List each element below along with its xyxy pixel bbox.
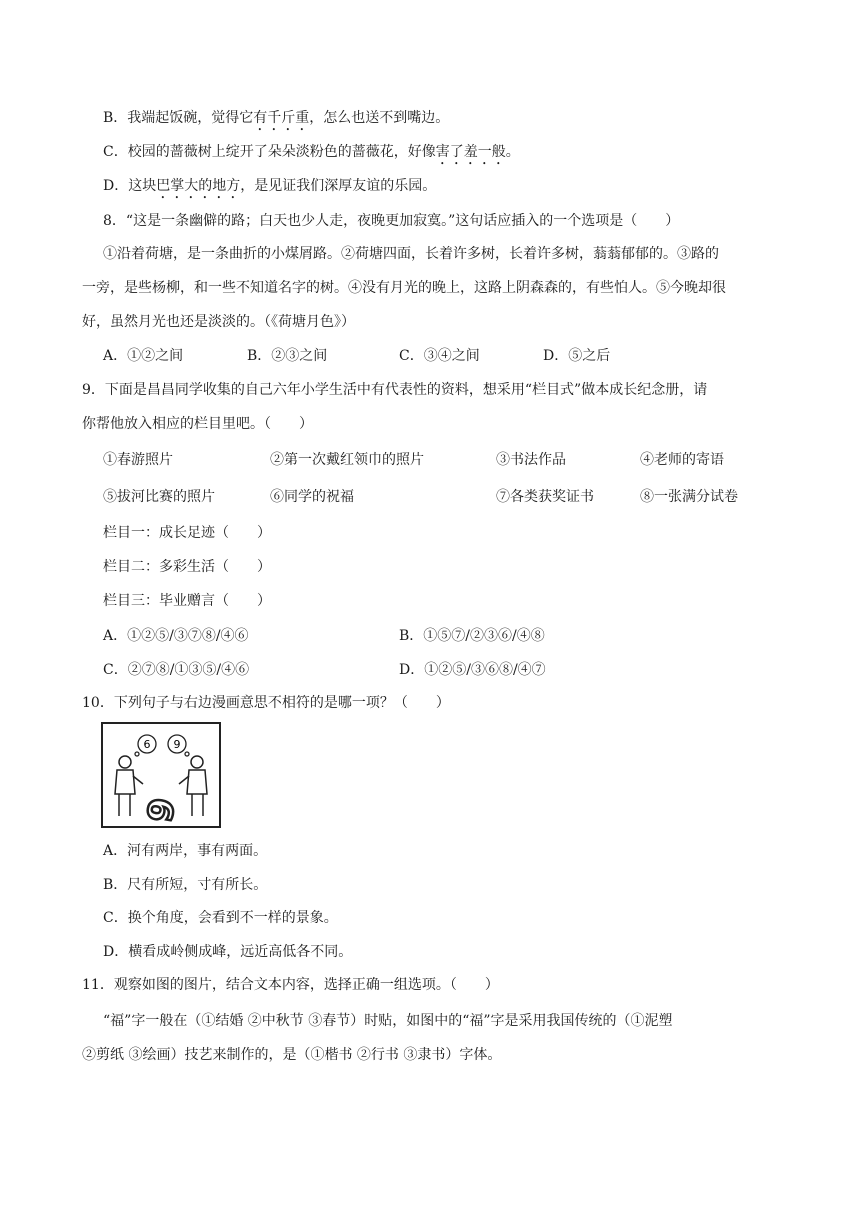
q7-c-tail: 。 [505, 144, 520, 160]
q8-option-b: B．②③之间 [247, 348, 328, 364]
q7-c-emphasis: 害了羞一般 [435, 144, 506, 160]
q9-item-3: ③书法作品 [496, 452, 566, 468]
cartoon-drawing [103, 724, 219, 826]
q10-option-b: B．尺有所短，寸有所长。 [103, 877, 268, 893]
left-person [115, 756, 143, 816]
q7-option-b [103, 108, 449, 134]
q8-passage-line-3: 好，虽然月光也还是淡淡的。（《荷塘月色》） [82, 314, 355, 330]
q7-c-text: C．校园的蔷薇树上绽开了朵朵淡粉色的蔷薇花，好像 [103, 144, 436, 160]
q8-stem: 8．“这是一条幽僻的路；白天也少人走，夜晚更加寂寞。”这句话应插入的一个选项是（ ） [103, 213, 680, 229]
q9-stem-line-2: 你帮他放入相应的栏目里吧。（ ） [82, 416, 313, 432]
q9-stem-line-1: 9．下面是昌昌同学收集的自己六年小学生活中有代表性的资料，想采用“栏目式”做本成长纪念册，请 [82, 382, 708, 398]
q8-passage-line-1: ①沿着荷塘，是一条曲折的小煤屑路。②荷塘四面，长着许多树，长着许多树，蓊蓊郁郁的。③路的 [103, 246, 719, 262]
q9-column-3: 栏目三：毕业赠言（ ） [103, 593, 271, 609]
q7-b-emphasis: 有千斤重 [253, 110, 310, 126]
q10-option-a: A．河有两岸，事有两面。 [103, 843, 268, 859]
floor-digit: 9 [140, 795, 184, 826]
q7-option-c [103, 142, 520, 168]
q9-item-5: ⑤拔河比赛的照片 [103, 489, 215, 505]
q9-item-1: ①春游照片 [103, 452, 173, 468]
q9-item-8: ⑧一张满分试卷 [640, 489, 738, 505]
q7-b-tail: ，怎么也送不到嘴边。 [309, 110, 450, 126]
q9-option-b: B．①⑤⑦/②③⑥/④⑧ [399, 628, 545, 644]
q7-d-emphasis: 巴掌大的地方 [156, 178, 241, 194]
q7-d-tail: ，是见证我们深厚友谊的乐园。 [240, 178, 437, 194]
q9-item-6: ⑥同学的祝福 [270, 489, 354, 505]
q11-text-line-2: ②剪纸 ③绘画）技艺来制作的，是（①楷书 ②行书 ③隶书）字体。 [82, 1047, 502, 1063]
q8-option-d: D．⑤之后 [543, 348, 611, 364]
q8-passage-line-2: 一旁，是些杨柳，和一些不知道名字的树。④没有月光的晚上，这路上阴森森的，有些怕人。⑤今晚却很 [82, 280, 726, 296]
q10-option-c: C．换个角度，会看到不一样的景象。 [103, 910, 338, 926]
bubble-left-digit: 6 [143, 738, 151, 751]
q8-option-a: A．①②之间 [103, 348, 184, 364]
q9-option-a: A．①②⑤/③⑦⑧/④⑥ [103, 628, 249, 644]
q9-column-1: 栏目一：成长足迹（ ） [103, 525, 271, 541]
cartoon-image [101, 722, 221, 828]
q7-d-text: D．这块 [103, 178, 157, 194]
q11-stem: 11．观察如图的图片，结合文本内容，选择正确一组选项。（ ） [82, 977, 499, 993]
q9-item-4: ④老师的寄语 [640, 452, 724, 468]
q9-item-7: ⑦各类获奖证书 [496, 489, 594, 505]
q10-stem: 10．下列句子与右边漫画意思不相符的是哪一项？（ ） [82, 695, 450, 711]
bubble-right-digit: 9 [173, 738, 181, 751]
q7-b-text: B．我端起饭碗，觉得它 [103, 110, 254, 126]
q9-option-c: C．②⑦⑧/①③⑤/④⑥ [103, 662, 250, 678]
q8-option-c: C．③④之间 [399, 348, 480, 364]
q10-option-d: D．横看成岭侧成峰，远近高低各不同。 [103, 944, 353, 960]
q11-text-line-1: “福”字一般在（①结婚 ②中秋节 ③春节）时贴，如图中的“福”字是采用我国传统的（①泥塑 [103, 1013, 673, 1029]
q9-item-2: ②第一次戴红领巾的照片 [270, 452, 424, 468]
q9-option-d: D．①②⑤/③⑥⑧/④⑦ [399, 662, 546, 678]
right-person [179, 756, 207, 816]
q9-column-2: 栏目二：多彩生活（ ） [103, 559, 271, 575]
q7-option-d [103, 176, 436, 202]
